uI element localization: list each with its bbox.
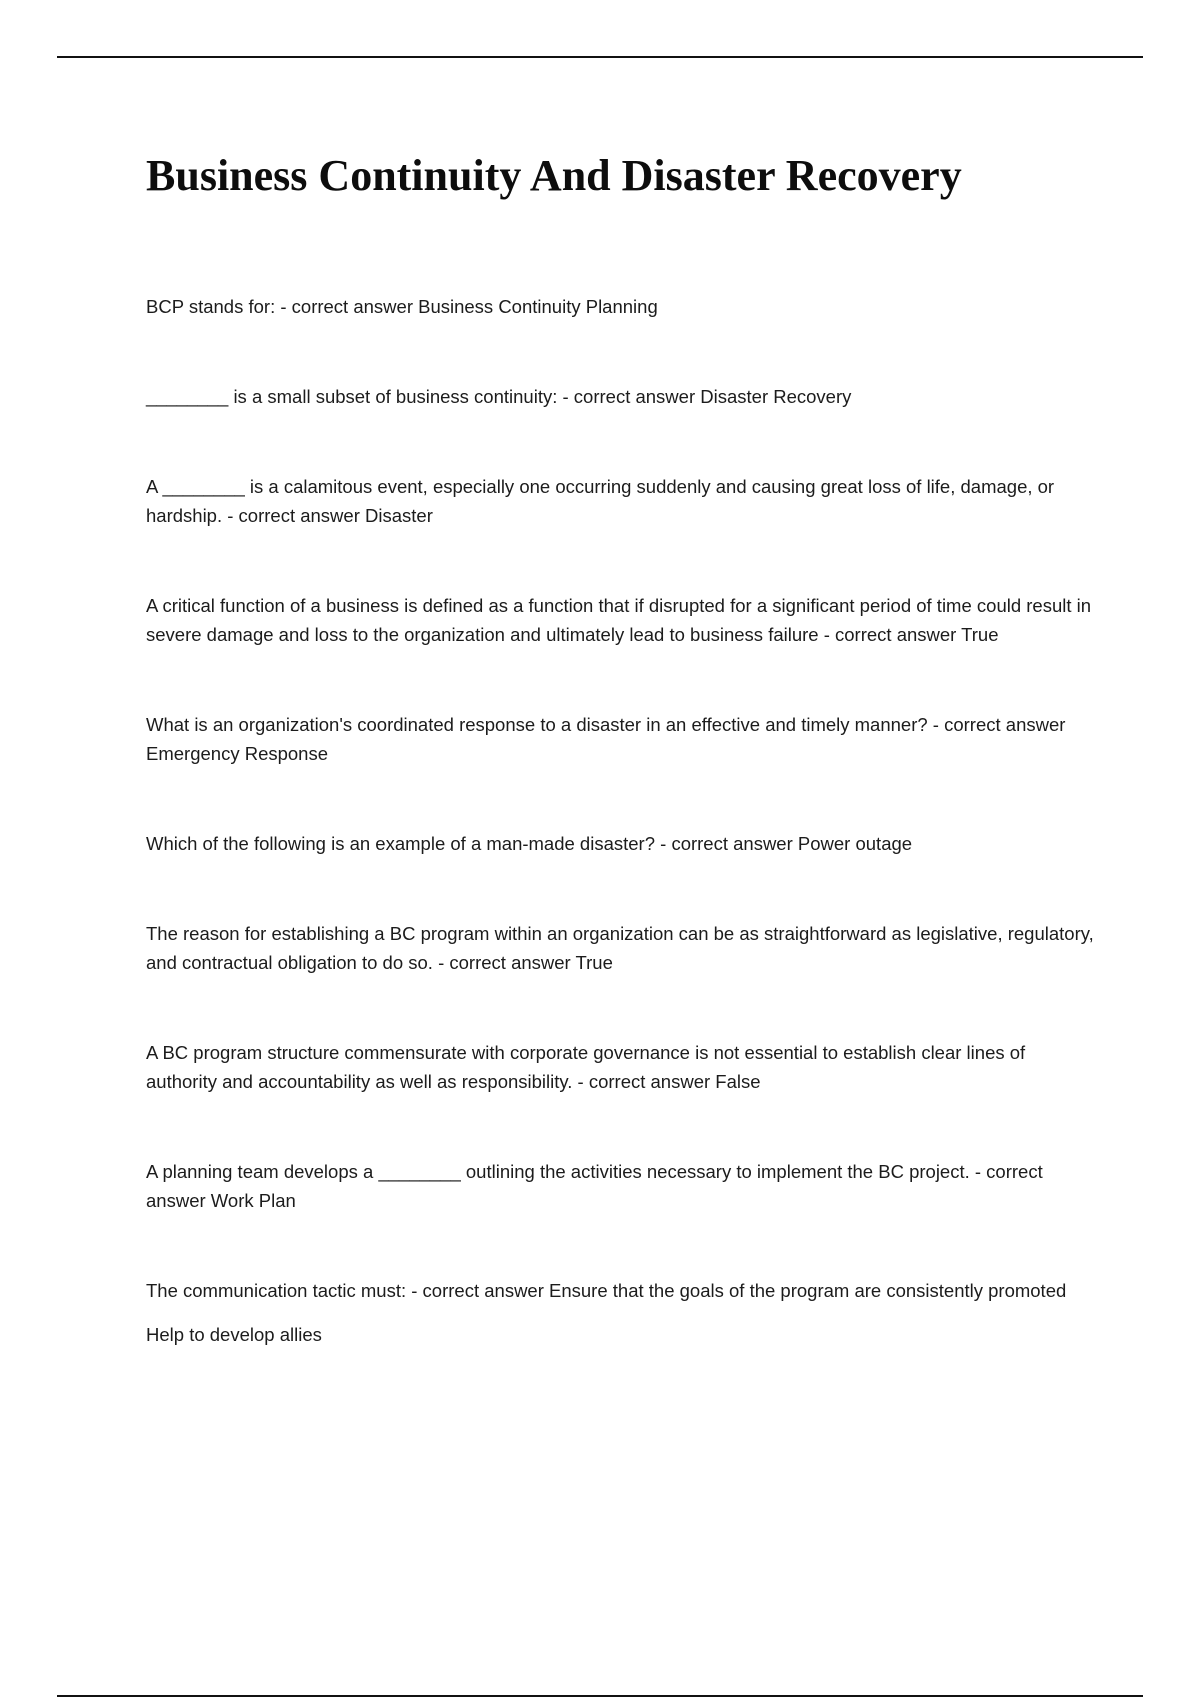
- qa-item-9: A planning team develops a ________ outlining the activities necessary to implement the BC project. - correct answer Work Plan: [146, 1161, 1043, 1211]
- qa-item-4: A critical function of a business is defined as a function that if disrupted for a significant period of time could result in severe damage and loss to the organization and ultimately lead to business failure - correct answer True: [146, 595, 1092, 645]
- bottom-rule: [57, 1695, 1143, 1697]
- qa-item-6: Which of the following is an example of a man-made disaster? - correct answer Power outage: [146, 833, 913, 854]
- qa-item-10: The communication tactic must: - correct answer Ensure that the goals of the program are consistently promoted: [146, 1280, 1067, 1301]
- qa-item-7: The reason for establishing a BC program within an organization can be as straightforward as legislative, regulatory, and contractual obligation to do so. - correct answer True: [146, 923, 1094, 973]
- qa-item-3: A ________ is a calamitous event, especially one occurring suddenly and causing great loss of life, damage, or hardship. - correct answer Disaster: [146, 476, 1055, 526]
- qa-item-10-extra: Help to develop allies: [146, 1324, 322, 1345]
- qa-list: [146, 292, 1096, 1349]
- qa-item-5: What is an organization's coordinated response to a disaster in an effective and timely manner? - correct answer Emergency Response: [146, 714, 1066, 764]
- qa-item-8: A BC program structure commensurate with corporate governance is not essential to establish clear lines of authority and accountability as well as responsibility. - correct answer False: [146, 1042, 1026, 1092]
- qa-item-1: BCP stands for: - correct answer Business Continuity Planning: [146, 296, 658, 317]
- page-title: Business Continuity And Disaster Recovery: [146, 151, 962, 200]
- top-rule: [57, 56, 1143, 58]
- qa-item-2: ________ is a small subset of business continuity: - correct answer Disaster Recovery: [146, 386, 852, 407]
